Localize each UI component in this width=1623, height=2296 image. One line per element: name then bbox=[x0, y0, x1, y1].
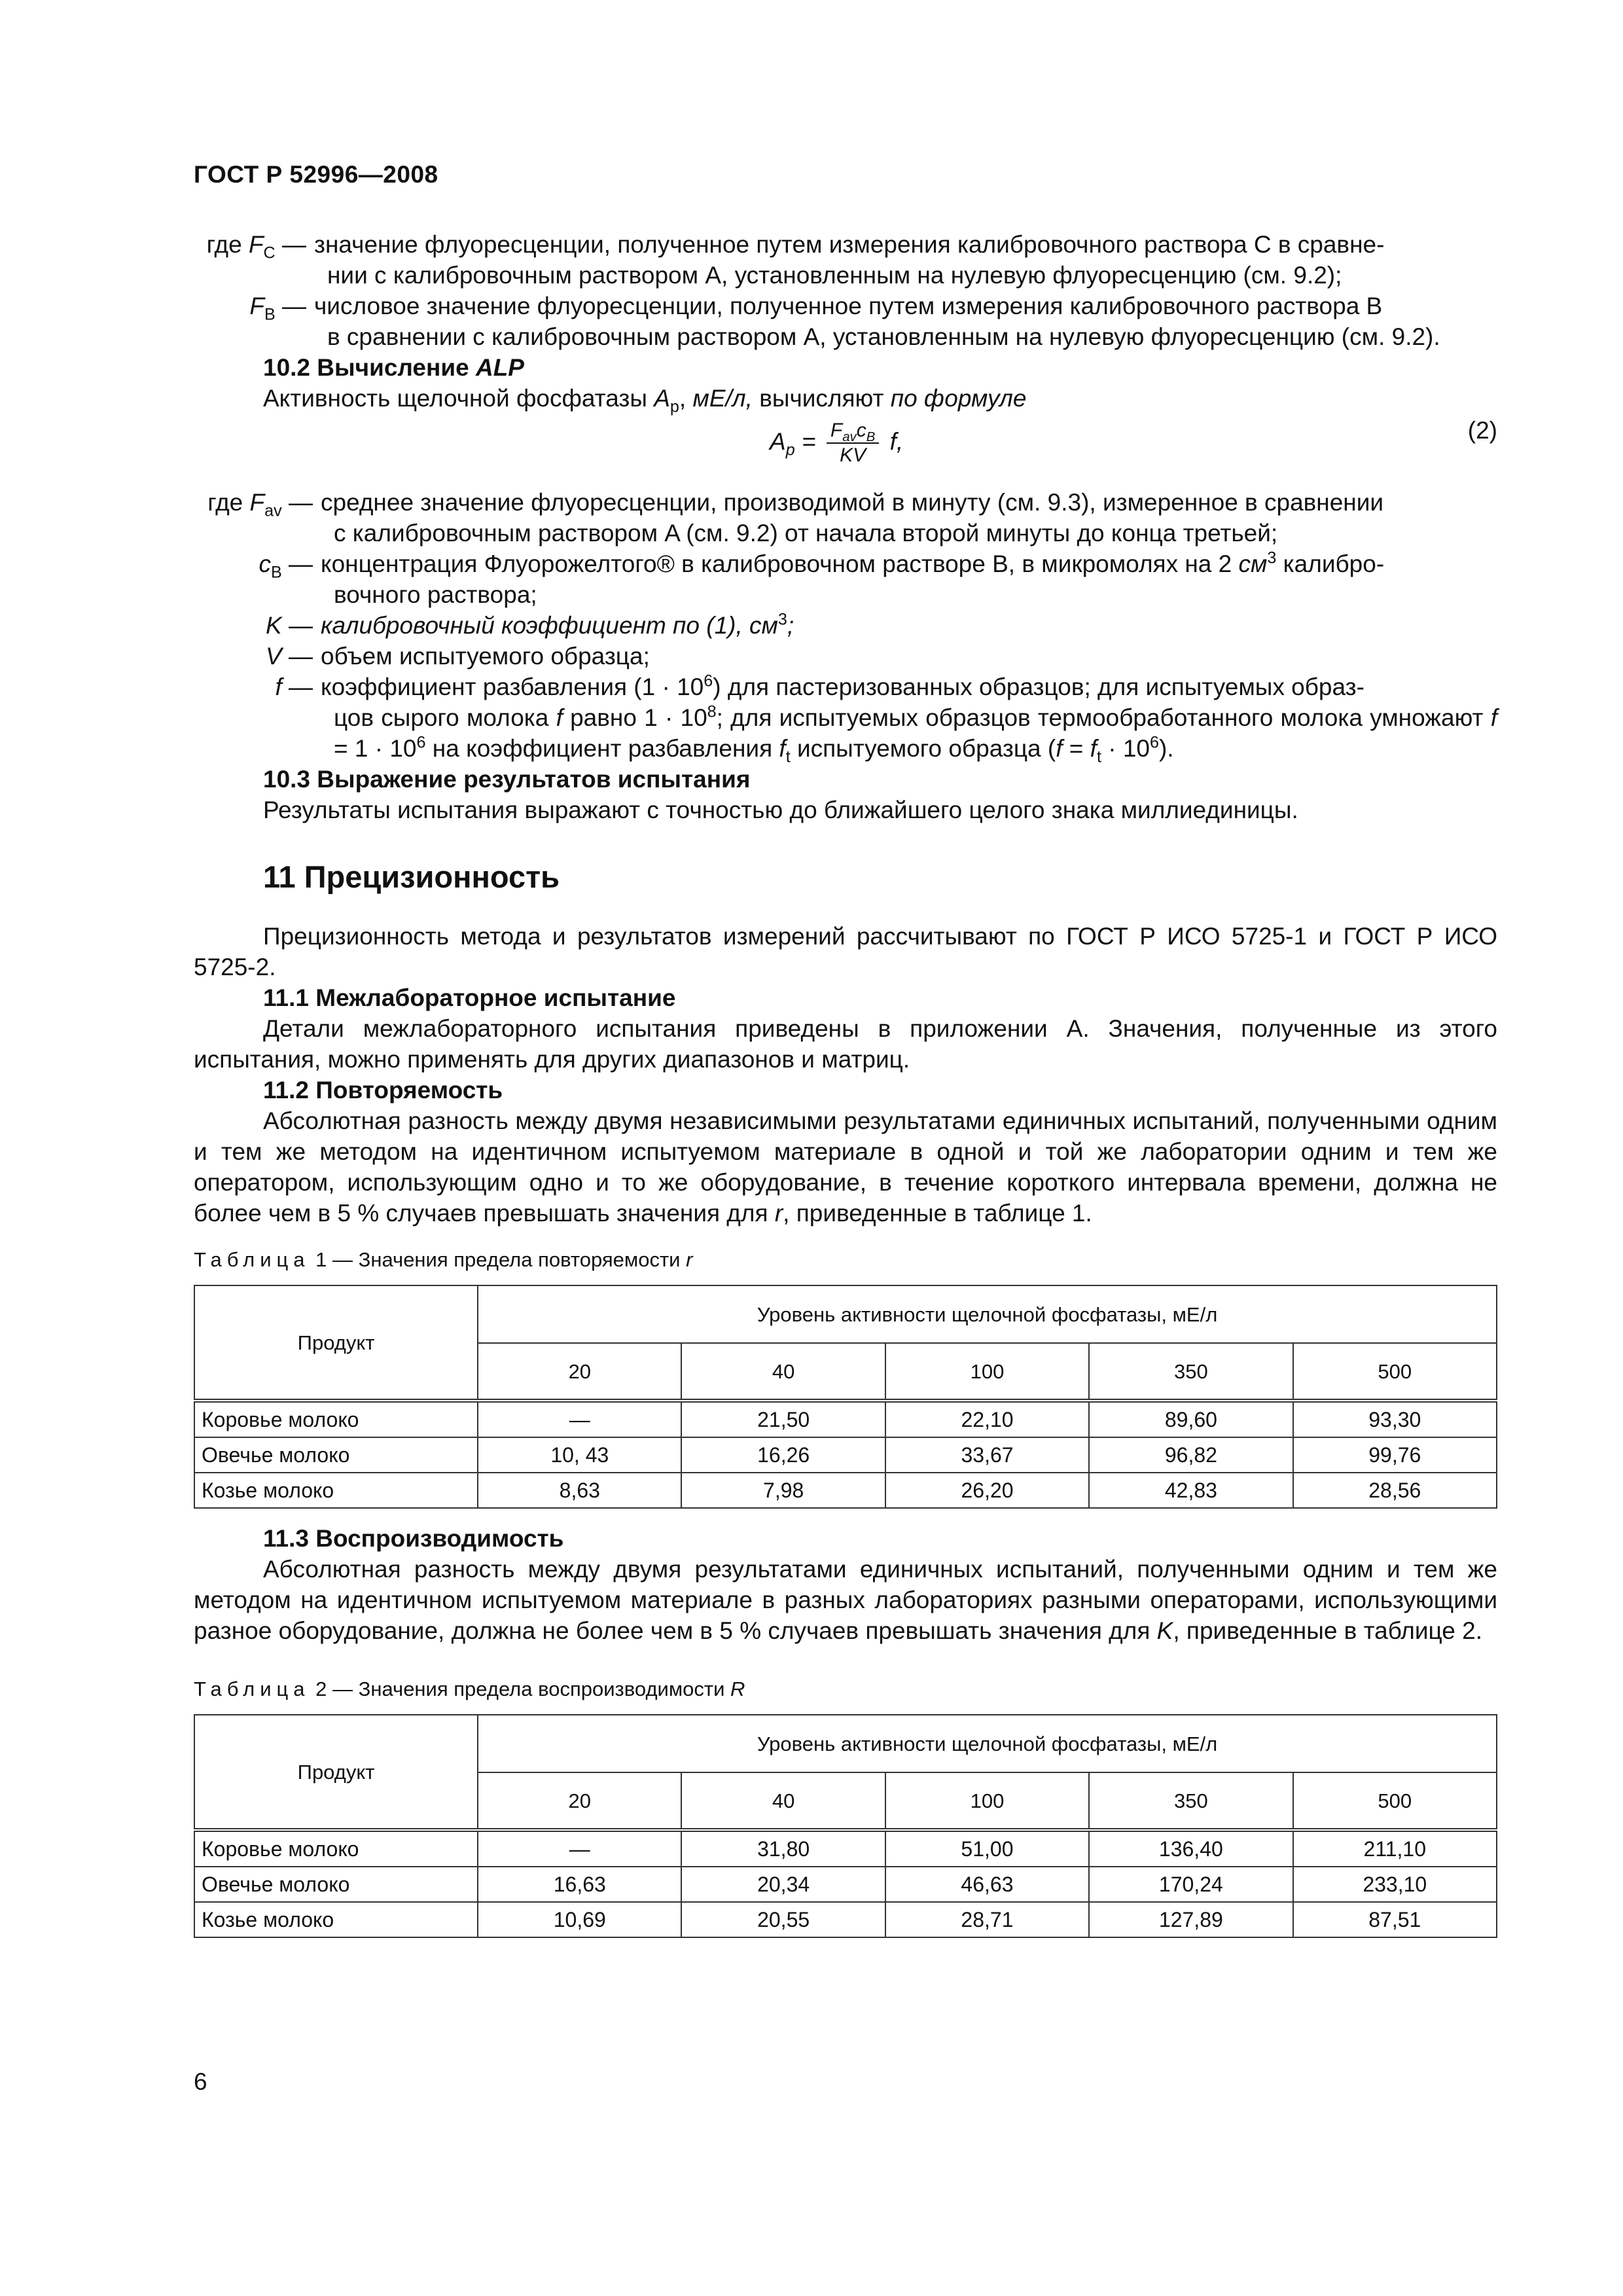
table-2-caption-text: 2 — Значения предела воспроизводимости R bbox=[310, 1677, 745, 1700]
table-1-cell-value: 42,83 bbox=[1089, 1473, 1293, 1508]
page-number: 6 bbox=[194, 2068, 207, 2095]
table-1-cell-value: 28,56 bbox=[1293, 1473, 1497, 1508]
definition-text bbox=[314, 291, 1497, 352]
table-2-caption-word: Таблица bbox=[194, 1677, 310, 1700]
formula-definition-term: где $F_{av}$ — bbox=[207, 489, 313, 520]
table-1 bbox=[194, 1285, 1497, 1509]
table-2-header-level: 500 bbox=[1293, 1772, 1497, 1830]
table-2-cell-value: 20,34 bbox=[681, 1867, 885, 1902]
definition-term: $F_B$ — bbox=[249, 293, 306, 324]
formula-definition-text bbox=[321, 672, 1497, 764]
formula-definition-text-first: калибровочный коэффициент по (1), $см^3$; bbox=[321, 610, 794, 639]
formula-definition-text-first: среднее значение флуоресценции, производимой в минуту (см. 9.3), измеренное в сравнении bbox=[321, 489, 1384, 516]
section-heading-11: 11 Прецизионность bbox=[263, 859, 560, 894]
formula-definition-text bbox=[321, 487, 1497, 548]
section-heading-11-2: 11.2 Повторяемость bbox=[263, 1077, 503, 1103]
document-body bbox=[194, 229, 1497, 1938]
formula-2 bbox=[194, 414, 1497, 487]
formula-definition-item bbox=[194, 672, 1497, 764]
formula-definition-text-continuation: с калибровочным раствором A (см. 9.2) от начала второй минуты до конца третьей; bbox=[334, 520, 1278, 547]
table-2-row bbox=[194, 1902, 1497, 1937]
section-text-11-1: Детали межлабораторного испытания приведены в приложении А. Значения, полученные из этого испытания, можно применять для других диапазонов и матриц. bbox=[194, 1015, 1497, 1073]
formula-fraction bbox=[827, 419, 879, 467]
formula-definition-text-first: объем испытуемого образца; bbox=[321, 643, 650, 670]
formula-definition-text-continuation: вочного раствора; bbox=[334, 581, 537, 608]
table-2-cell-value: 211,10 bbox=[1293, 1830, 1497, 1867]
table-1-header-product: Продукт bbox=[194, 1285, 478, 1401]
formula-denominator: KV bbox=[840, 444, 866, 466]
table-2-row bbox=[194, 1830, 1497, 1867]
table-2-cell-value: 233,10 bbox=[1293, 1867, 1497, 1902]
section-heading-11-3: 11.3 Воспроизводимость bbox=[263, 1525, 564, 1552]
table-2-header-activity-level: Уровень активности щелочной фосфатазы, мЕ/л bbox=[478, 1715, 1497, 1772]
table-1-cell-value: 33,67 bbox=[885, 1437, 1089, 1473]
document-header: ГОСТ Р 52996—2008 bbox=[194, 161, 438, 188]
table-2-cell-value: 87,51 bbox=[1293, 1902, 1497, 1937]
table-1-header-level: 40 bbox=[681, 1343, 885, 1401]
table-1-header-level: 500 bbox=[1293, 1343, 1497, 1401]
section-heading-10-3: 10.3 Выражение результатов испытания bbox=[263, 766, 751, 793]
table-1-header-level: 20 bbox=[478, 1343, 681, 1401]
definition-text bbox=[314, 229, 1497, 291]
table-1-row bbox=[194, 1437, 1497, 1473]
table-1-cell-value: 89,60 bbox=[1089, 1401, 1293, 1437]
table-1-cell-product: Коровье молоко bbox=[194, 1401, 478, 1437]
section-text-11: Прецизионность метода и результатов измерений рассчитывают по ГОСТ Р ИСО 5725-1 и ГОСТ Р ИСО 5725-2. bbox=[194, 923, 1497, 980]
table-1-cell-value: 16,26 bbox=[681, 1437, 885, 1473]
definitions-list bbox=[194, 229, 1497, 352]
table-2-header-level: 20 bbox=[478, 1772, 681, 1830]
definition-text-continuation: в сравнении с калибровочным раствором A, установленным на нулевую флуоресценцию (см. 9.2). bbox=[327, 323, 1440, 350]
section-text-11-2: Абсолютная разность между двумя независимыми результатами единичных испытаний, полученными одним и тем же методом на идентичном испытуемом материале в одной и той же лаборатории одним и тем же оператором, использующим одно и то же оборудование, в течение короткого интервала времени, должна не более чем в 5 % случаев превышать значения для r, приведенные в таблице 1. bbox=[194, 1107, 1497, 1227]
table-1-cell-value: 8,63 bbox=[478, 1473, 681, 1508]
table-1-cell-value: 21,50 bbox=[681, 1401, 885, 1437]
table-1-cell-value: 96,82 bbox=[1089, 1437, 1293, 1473]
table-1-caption bbox=[194, 1247, 1497, 1273]
table-1-cell-value: 22,10 bbox=[885, 1401, 1089, 1437]
formula-definition-text bbox=[321, 548, 1497, 610]
section-text-10-2: Активность щелочной фосфатазы $A_p$, мЕ/л, вычисляют по формуле bbox=[263, 385, 1027, 416]
section-text-10-3: Результаты испытания выражают с точностью до ближайшего целого знака миллиединицы. bbox=[263, 797, 1298, 823]
table-2-cell-value: 136,40 bbox=[1089, 1830, 1293, 1867]
table-2-header-level: 40 bbox=[681, 1772, 885, 1830]
table-2-cell-product: Козье молоко bbox=[194, 1902, 478, 1937]
formula-number: (2) bbox=[1467, 417, 1497, 444]
table-1-header-level: 100 bbox=[885, 1343, 1089, 1401]
table-2-cell-value: 10,69 bbox=[478, 1902, 681, 1937]
table-1-row bbox=[194, 1401, 1497, 1437]
formula-definition-text bbox=[321, 610, 1497, 641]
table-2-cell-value: 46,63 bbox=[885, 1867, 1089, 1902]
formula-definition-term: f — bbox=[275, 673, 313, 700]
table-2-cell-value: 51,00 bbox=[885, 1830, 1089, 1867]
table-2-cell-value: 31,80 bbox=[681, 1830, 885, 1867]
table-1-caption-word: Таблица bbox=[194, 1248, 310, 1271]
table-2 bbox=[194, 1714, 1497, 1938]
formula-definition-term: V — bbox=[266, 643, 313, 670]
table-1-cell-product: Овечье молоко bbox=[194, 1437, 478, 1473]
table-2-cell-product: Овечье молоко bbox=[194, 1867, 478, 1902]
formula-definition-text-first: концентрация Флуорожелтого® в калибровочном растворе B, в микромолях на 2 $см^3$ калибро- bbox=[321, 548, 1385, 577]
table-2-header-level: 350 bbox=[1089, 1772, 1293, 1830]
formula-definition-item bbox=[194, 641, 1497, 672]
formula-expression bbox=[770, 419, 903, 467]
formula-definition-term: $c_B$ — bbox=[259, 550, 313, 582]
definition-text-first: числовое значение флуоресценции, полученное путем измерения калибровочного раствора B bbox=[314, 293, 1383, 319]
definition-item bbox=[194, 291, 1497, 352]
table-2-header-level: 100 bbox=[885, 1772, 1089, 1830]
formula-definition-text-continuation: цов сырого молока f равно $1 \cdot 10^8$; для испытуемых образцов термообработанного молока умножают $f = 1 \cdot 10^6$ на коэффициент разбавления $f_t$ испытуемого образца $(f = f_t \cdot 10^6)$. bbox=[334, 702, 1497, 766]
section-heading-10-2: 10.2 Вычисление ALP bbox=[263, 354, 524, 381]
table-1-caption-text: 1 — Значения предела повторяемости r bbox=[310, 1248, 693, 1271]
definition-text-continuation: нии с калибровочным раствором A, установленным на нулевую флуоресценцию (см. 9.2); bbox=[327, 262, 1342, 289]
formula-definition-term: K — bbox=[266, 612, 313, 639]
definition-term: где $F_C$ — bbox=[206, 231, 306, 262]
formula-definition-item bbox=[194, 487, 1497, 548]
table-2-cell-value: 170,24 bbox=[1089, 1867, 1293, 1902]
table-2-cell-value: 28,71 bbox=[885, 1902, 1089, 1937]
formula-numerator: $F_{av}c_B$ bbox=[827, 419, 879, 444]
section-text-11-3: Абсолютная разность между двумя результатами единичных испытаний, полученными одним и тем же методом на идентичном испытуемом материале в разных лабораториях разными операторами, использующими разное оборудование, должна не более чем в 5 % случаев превышать значения для K, приведенные в таблице 2. bbox=[194, 1556, 1497, 1644]
table-1-header-level: 350 bbox=[1089, 1343, 1293, 1401]
table-2-row bbox=[194, 1867, 1497, 1902]
table-2-cell-value: 20,55 bbox=[681, 1902, 885, 1937]
table-1-row bbox=[194, 1473, 1497, 1508]
formula-rhs: f, bbox=[889, 427, 904, 455]
table-1-cell-product: Козье молоко bbox=[194, 1473, 478, 1508]
formula-definitions-list bbox=[194, 487, 1497, 764]
definition-text-first: значение флуоресценции, полученное путем измерения калибровочного раствора C в сравне- bbox=[314, 231, 1385, 258]
table-2-cell-value: 16,63 bbox=[478, 1867, 681, 1902]
formula-definition-text bbox=[321, 641, 1497, 672]
table-1-cell-value: 93,30 bbox=[1293, 1401, 1497, 1437]
table-2-header-product: Продукт bbox=[194, 1715, 478, 1830]
table-1-cell-value: 10, 43 bbox=[478, 1437, 681, 1473]
formula-definition-item bbox=[194, 610, 1497, 641]
table-2-cell-value: — bbox=[478, 1830, 681, 1867]
table-2-cell-value: 127,89 bbox=[1089, 1902, 1293, 1937]
table-1-cell-value: 26,20 bbox=[885, 1473, 1089, 1508]
table-1-header-activity-level: Уровень активности щелочной фосфатазы, мЕ/л bbox=[478, 1285, 1497, 1343]
table-1-cell-value: 99,76 bbox=[1293, 1437, 1497, 1473]
table-1-cell-value: 7,98 bbox=[681, 1473, 885, 1508]
section-heading-11-1: 11.1 Межлабораторное испытание bbox=[263, 984, 676, 1011]
formula-definition-item bbox=[194, 548, 1497, 610]
table-2-caption bbox=[194, 1676, 1497, 1702]
table-2-cell-product: Коровье молоко bbox=[194, 1830, 478, 1867]
table-1-cell-value: — bbox=[478, 1401, 681, 1437]
formula-definition-text-first: коэффициент разбавления $(1 \cdot 10^6)$ для пастеризованных образцов; для испытуемых образ- bbox=[321, 672, 1364, 700]
formula-lhs: $A_p$ = bbox=[770, 427, 816, 459]
definition-item bbox=[194, 229, 1497, 291]
